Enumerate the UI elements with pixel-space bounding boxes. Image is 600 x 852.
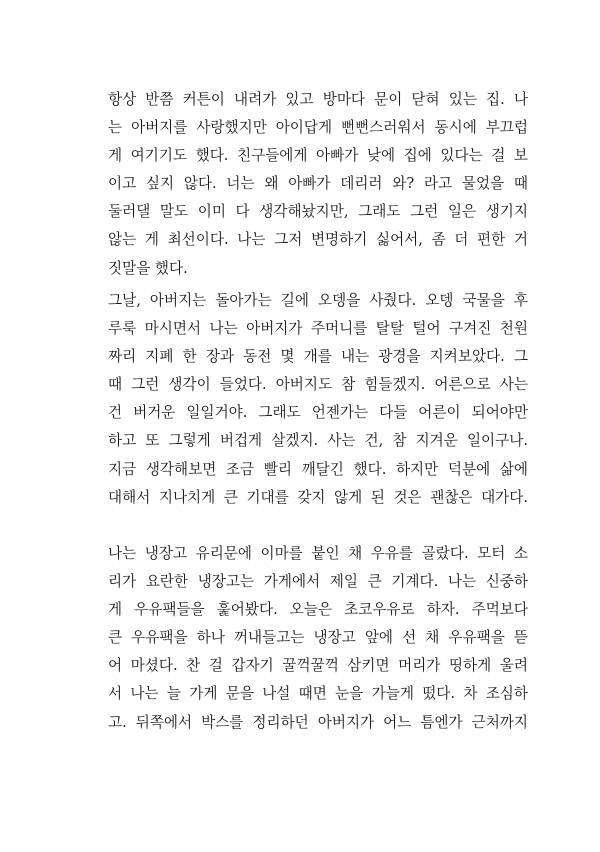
text-line: 지금 생각해보면 조금 빨리 깨달긴 했다. 하지만 덕분에 삶에 [108, 460, 528, 478]
paragraph-1 [108, 86, 528, 283]
text-line: 그날, 아버지는 돌아가는 길에 오뎅을 사줬다. 오뎅 국물을 후 [108, 292, 528, 309]
text-line: 고. 뒤쪽에서 박스를 정리하던 아버지가 어느 틈엔가 근처까지 [108, 713, 528, 731]
text-line: 하고 또 그렇게 버겁게 살겠지. 사는 건, 참 지겨운 일이구나. [108, 432, 528, 450]
text-line: 건 버거운 일일거야. 그래도 언젠가는 다들 어른이 되어야만 [108, 404, 528, 422]
text-line: 나는 냉장고 유리문에 이마를 붙인 채 우유를 골랐다. 모터 소 [108, 545, 528, 562]
text-line: 않는 게 최선이다. 나는 그저 변명하기 싫어서, 좀 더 편한 거 [108, 231, 528, 249]
text-line: 큰 우유팩을 하나 꺼내들고는 냉장고 앞에 선 채 우유팩을 뜯 [108, 629, 528, 647]
text-line: 는 아버지를 사랑했지만 아이답게 뻔뻔스러워서 동시에 부끄럽 [108, 119, 528, 137]
text-line: 때 그런 생각이 들었다. 아버지도 참 힘들겠지. 어른으로 사는 [108, 376, 528, 394]
text-line: 대해서 지나치게 큰 기대를 갖지 않게 된 것은 괜찮은 대가다. [108, 488, 528, 506]
text-line: 게 우유팩들을 훑어봤다. 오늘은 초코우유로 하자. 주먹보다 [108, 601, 528, 619]
paragraph-2 [108, 287, 528, 512]
text-line: 짜리 지폐 한 장과 동전 몇 개를 내는 광경을 지켜보았다. 그 [108, 348, 528, 366]
text-line: 게 여기기도 했다. 친구들에게 아빠가 낮에 집에 있다는 걸 보 [108, 147, 528, 165]
text-line: 루룩 마시면서 나는 아버지가 주머니를 탈탈 털어 구겨진 천원 [108, 320, 528, 338]
text-line: 어 마셨다. 찬 걸 갑자기 꿀꺽꿀꺽 삼키면 머리가 띵하게 울려 [108, 657, 528, 675]
text-line: 항상 반쯤 커튼이 내려가 있고 방마다 문이 닫혀 있는 집. 나 [108, 91, 528, 108]
paragraph-3 [108, 540, 528, 737]
text-line: 짓말을 했다. [108, 259, 188, 277]
text-line: 둘러댈 말도 이미 다 생각해놨지만, 그래도 그런 일은 생기지 [108, 203, 528, 221]
text-line: 이고 싶지 않다. 너는 왜 아빠가 데리러 와? 라고 물었을 때 [108, 175, 528, 193]
text-line: 서 나는 늘 가게 문을 나설 때면 눈을 가늘게 떴다. 차 조심하 [108, 685, 528, 703]
text-line: 리가 요란한 냉장고는 가게에서 제일 큰 기계다. 나는 신중하 [108, 573, 528, 591]
